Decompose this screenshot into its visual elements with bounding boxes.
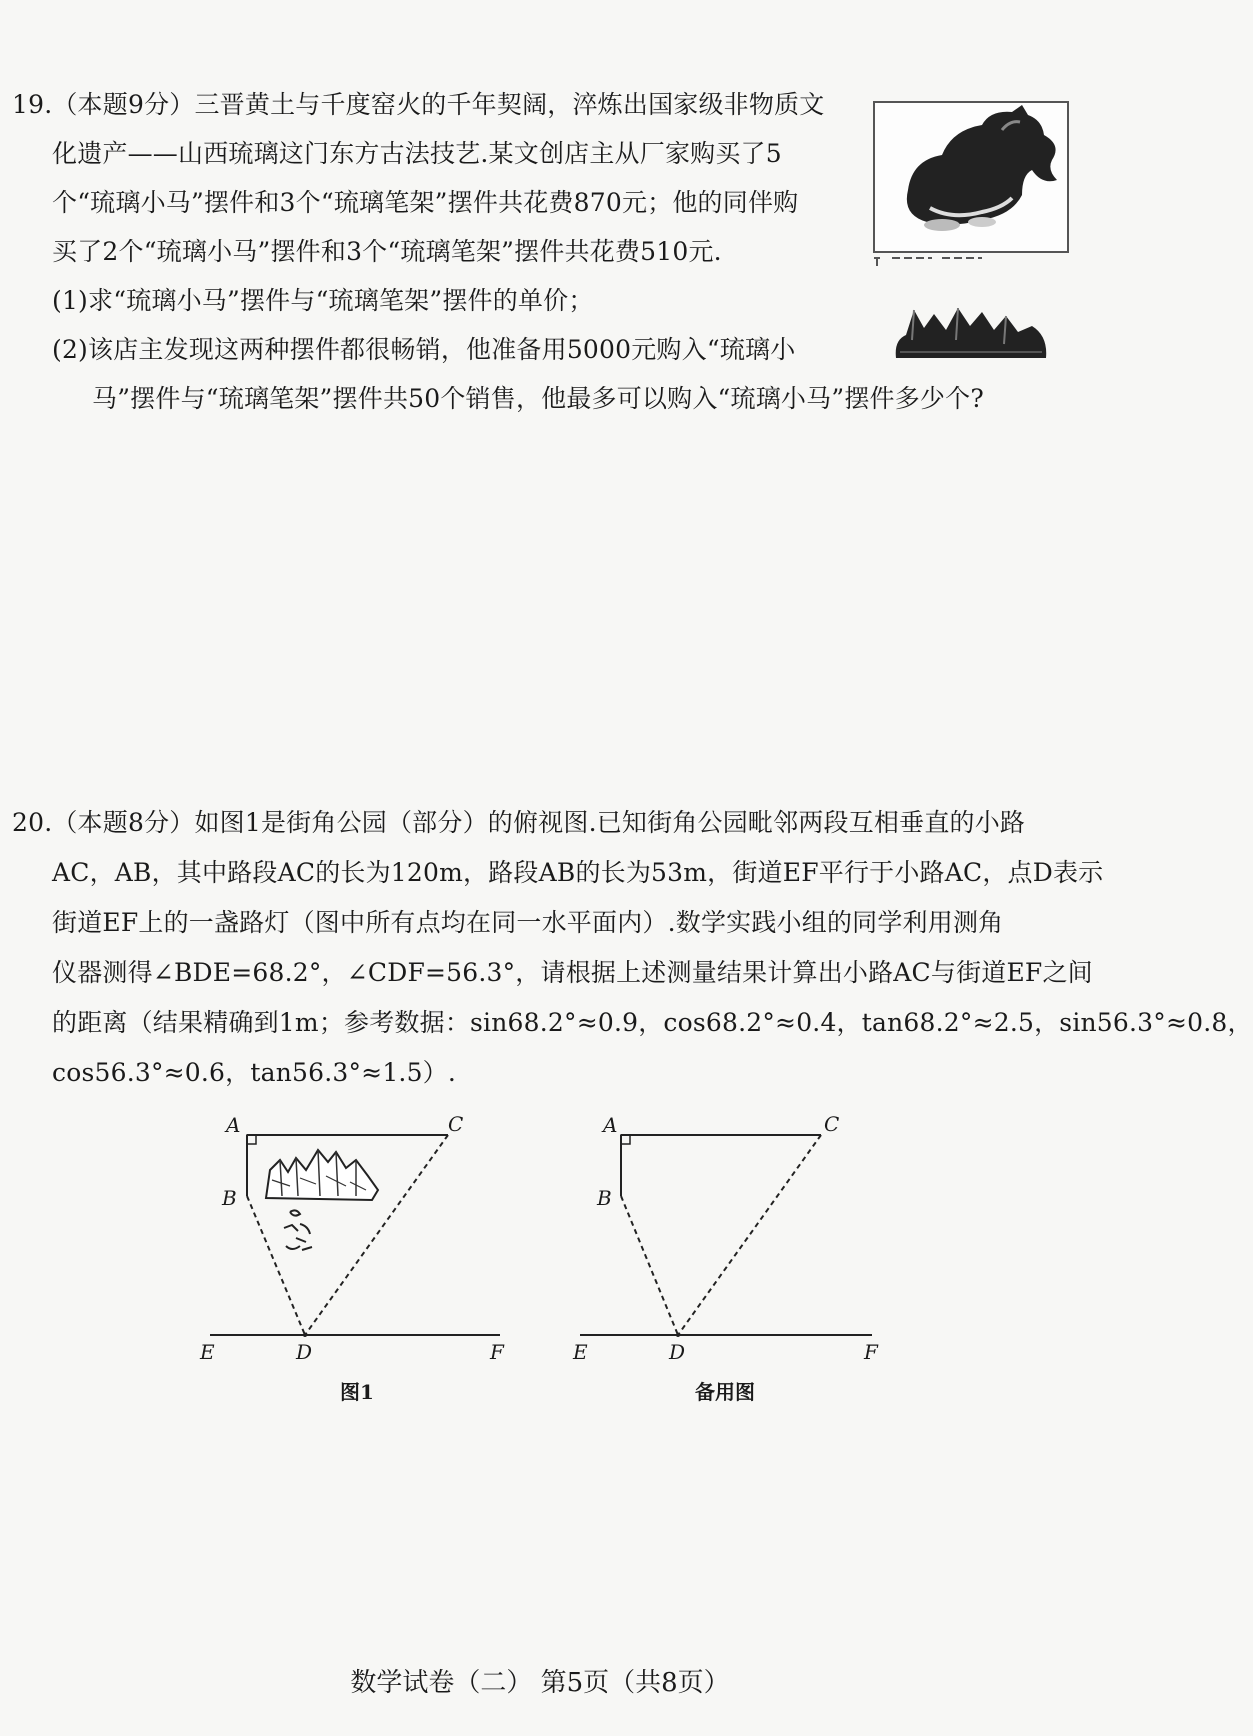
fig2-label-c: C [824, 1112, 840, 1136]
fig2-label-f: F [864, 1340, 878, 1364]
q19-sub-2-cont: 马”摆件与“琉璃笔架”摆件共50个销售，他最多可以购入“琉璃小马”摆件多少个? [92, 384, 984, 413]
q19-sub-2: (2)该店主发现这两种摆件都很畅销，他准备用5000元购入“琉璃小 [52, 335, 796, 364]
fig2-label-b: B [597, 1186, 612, 1210]
q20-line-6: cos56.3°≈0.6，tan56.3°≈1.5）. [52, 1058, 457, 1087]
fig1-label-d: D [296, 1340, 313, 1364]
q20-line-1: 20.（本题8分）如图1是街角公园（部分）的俯视图.已知街角公园毗邻两段互相垂直的小路 [12, 808, 1026, 837]
fig2-label-e: E [573, 1340, 588, 1364]
fig1-label-c: C [448, 1112, 464, 1136]
q20-line-2: AC，AB，其中路段AC的长为120m，路段AB的长为53m，街道EF平行于小路AC，点D表示 [52, 858, 1104, 887]
q19-line-1: 19.（本题9分）三晋黄土与千度窑火的千年契阔，淬炼出国家级非物质文 [12, 90, 825, 119]
fig1-label-e: E [200, 1340, 215, 1364]
q19-line-3: 个“琉璃小马”摆件和3个“琉璃笔架”摆件共花费870元；他的同伴购 [52, 188, 799, 217]
q19-line-2: 化遗产——山西琉璃这门东方古法技艺.某文创店主从厂家购买了5 [52, 139, 782, 168]
q20-line-5: 的距离（结果精确到1m；参考数据：sin68.2°≈0.9，cos68.2°≈0.4，tan68.2°≈2.5，sin56.3°≈0.8， [52, 1008, 1253, 1037]
fig1-label-b: B [222, 1186, 237, 1210]
fig2-caption: 备用图 [695, 1380, 755, 1404]
page-footer: 数学试卷（二） 第5页（共8页） [350, 1668, 730, 1698]
q19-sub-1: (1)求“琉璃小马”摆件与“琉璃笔架”摆件的单价； [52, 286, 594, 315]
fig1-label-f: F [490, 1340, 504, 1364]
fig1-caption: 图1 [340, 1380, 374, 1404]
q20-line-3: 街道EF上的一盏路灯（图中所有点均在同一水平面内）.数学实践小组的同学利用测角 [52, 908, 1004, 937]
q19-line-4: 买了2个“琉璃小马”摆件和3个“琉璃笔架”摆件共花费510元. [52, 237, 722, 266]
fig1-label-a: A [226, 1113, 241, 1137]
fig2-label-a: A [603, 1113, 618, 1137]
q20-line-4: 仪器测得∠BDE=68.2°，∠CDF=56.3°，请根据上述测量结果计算出小路AC与街道EF之间 [52, 958, 1093, 987]
fig2-label-d: D [669, 1340, 686, 1364]
